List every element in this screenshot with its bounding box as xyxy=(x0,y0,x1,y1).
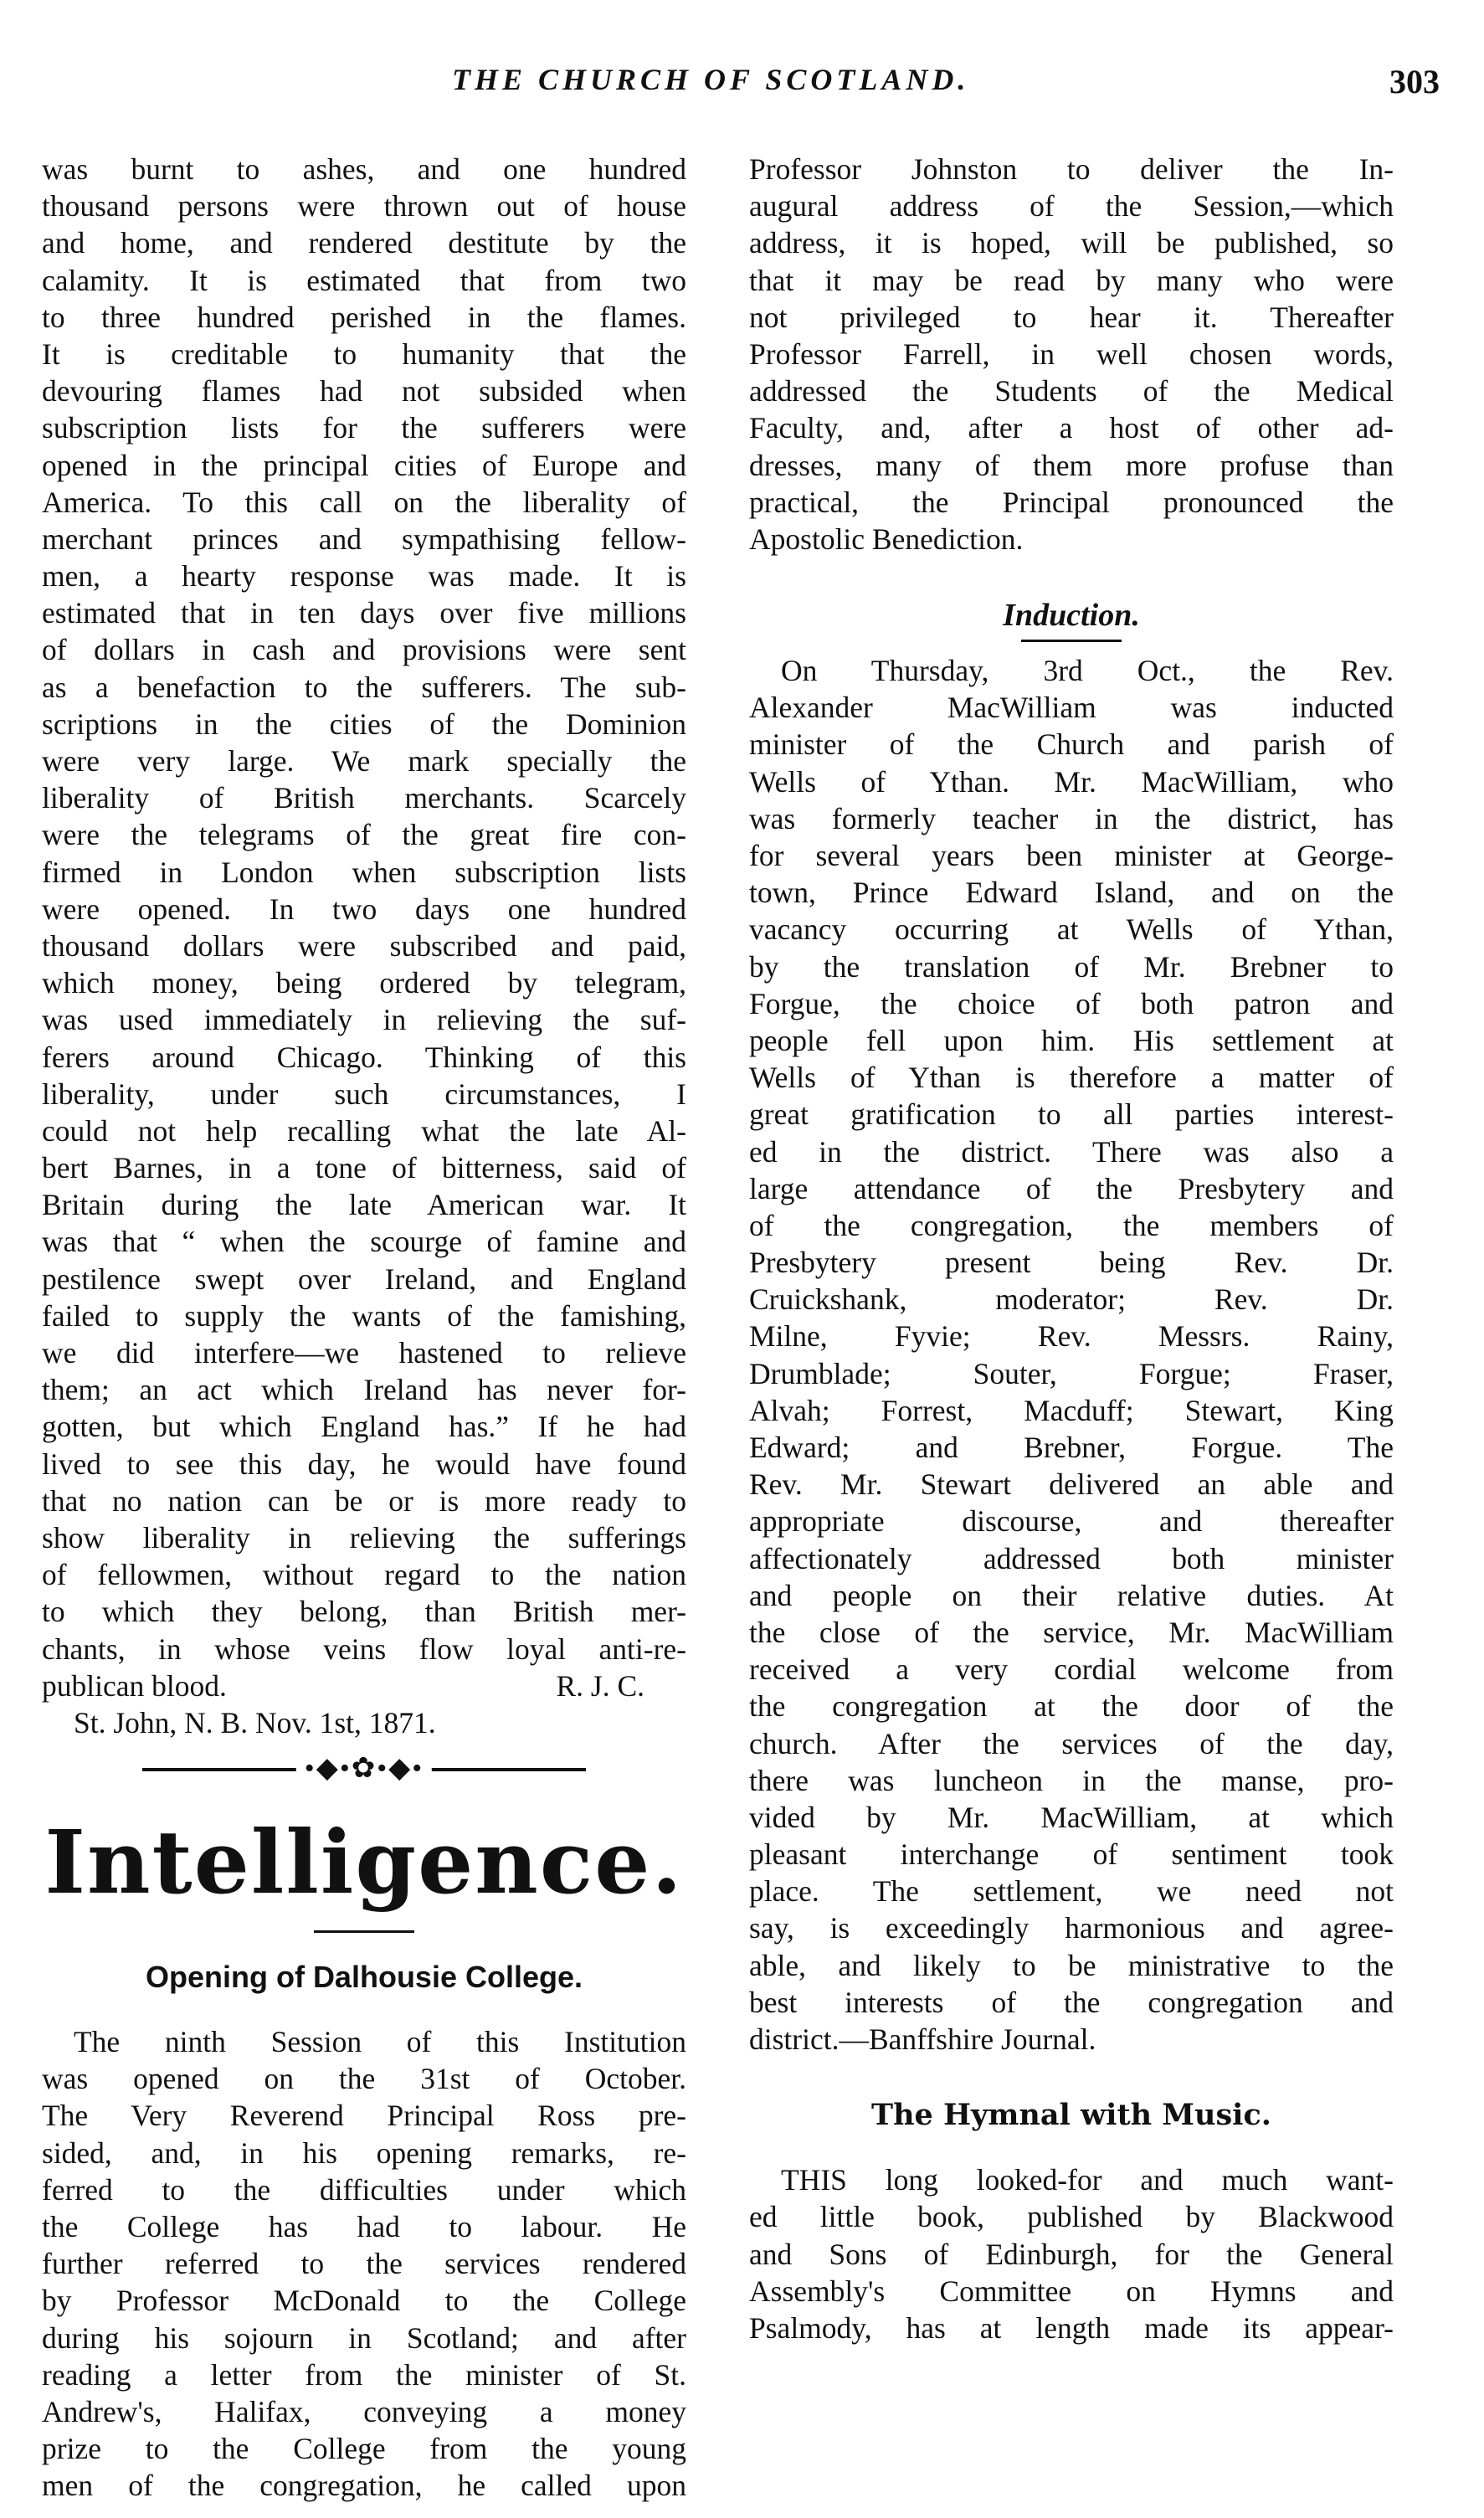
text-line: place. The settlement, we need not xyxy=(749,1874,1394,1909)
ornamental-divider xyxy=(42,1741,686,1800)
text-line: Rev. Mr. Stewart delivered an able and xyxy=(749,1467,1394,1502)
text-line: pestilence swept over Ireland, and England xyxy=(42,1262,686,1296)
text-line: by the translation of Mr. Brebner to xyxy=(749,949,1394,984)
text-line: address, it is hoped, will be published, so xyxy=(749,226,1394,260)
text-line: Professor Farrell, in well chosen words, xyxy=(749,337,1394,371)
text-line: prize to the College from the young xyxy=(42,2432,686,2466)
text-line: Alexander MacWilliam was inducted xyxy=(749,691,1394,725)
text-line: show liberality in relieving the sufferings xyxy=(42,1520,686,1554)
text-line: men, a hearty response was made. It is xyxy=(42,559,686,594)
text-line: that it may be read by many who were xyxy=(749,263,1394,297)
text-line: vacancy occurring at Wells of Ythan, xyxy=(749,912,1394,947)
text-line: Assembly's Committee on Hymns and xyxy=(749,2274,1394,2308)
text-line: It is creditable to humanity that the xyxy=(42,337,686,371)
text-line: augural address of the Session,—which xyxy=(749,189,1394,224)
text-line: Wells of Ythan. Mr. MacWilliam, who xyxy=(749,764,1394,799)
text-line: liberality, under such circumstances, I xyxy=(42,1077,686,1111)
article-body-induction xyxy=(749,652,1394,2058)
text-line: Cruickshank, moderator; Rev. Dr. xyxy=(749,1282,1394,1317)
text-line: dresses, many of them more profuse than xyxy=(749,448,1394,482)
text-line: sided, and, in his opening remarks, re- xyxy=(42,2135,686,2170)
text-line: and people on their relative duties. At xyxy=(749,1578,1394,1612)
text-line: ferred to the difficulties under which xyxy=(42,2172,686,2207)
text-line: ed little book, published by Blackwood xyxy=(749,2200,1394,2234)
text-line: On Thursday, 3rd Oct., the Rev. xyxy=(781,654,1394,688)
text-line: district.—Banffshire Journal. xyxy=(749,2022,1096,2056)
running-title: THE CHURCH OF SCOTLAND. xyxy=(452,63,970,96)
right-column xyxy=(749,151,1394,2346)
text-line: Andrew's, Halifax, conveying a money xyxy=(42,2394,686,2428)
article-body-dalhousie-cont xyxy=(749,151,1394,558)
text-line: by Professor McDonald to the College xyxy=(42,2284,686,2318)
text-line: Forgue, the choice of both patron and xyxy=(749,986,1394,1020)
text-line: appropriate discourse, and thereafter xyxy=(749,1504,1394,1539)
text-line: say, is exceedingly harmonious and agree- xyxy=(749,1911,1394,1945)
text-line: to which they belong, than British mer- xyxy=(42,1595,686,1629)
text-line: Milne, Fyvie; Rev. Messrs. Rainy, xyxy=(749,1319,1394,1354)
text-line: bert Barnes, in a tone of bitterness, said of xyxy=(42,1151,686,1185)
text-line: that no nation can be or is more ready to xyxy=(42,1483,686,1518)
text-line: were opened. In two days one hundred xyxy=(42,892,686,926)
text-line: affectionately addressed both minister xyxy=(749,1541,1394,1575)
text-line: was burnt to ashes, and one hundred xyxy=(42,152,686,186)
section-title-rule xyxy=(314,1930,414,1933)
text-line: received a very cordial welcome from xyxy=(749,1652,1394,1687)
text-line: we did interfere—we hastened to relieve xyxy=(42,1336,686,1369)
text-line: were the telegrams of the great fire con- xyxy=(42,818,686,852)
text-line: estimated that in ten days over five millions xyxy=(42,596,686,630)
text-line: Psalmody, has at length made its appear- xyxy=(749,2310,1394,2345)
text-line: there was luncheon in the manse, pro- xyxy=(749,1763,1394,1797)
text-line: were very large. We mark specially the xyxy=(42,744,686,778)
text-line: large attendance of the Presbytery and xyxy=(749,1171,1394,1205)
text-line: church. After the services of the day, xyxy=(749,1726,1394,1760)
left-column xyxy=(42,151,686,2505)
text-line: Professor Johnston to deliver the In- xyxy=(749,152,1394,186)
text-line: during his sojourn in Scotland; and after xyxy=(42,2320,686,2355)
text-line: as a benefaction to the sufferers. The sub- xyxy=(42,670,686,704)
letter-last-line: publican blood. xyxy=(42,1668,227,1703)
text-line: devouring flames had not subsided when xyxy=(42,374,686,409)
text-line: thousand persons were thrown out of house xyxy=(42,189,686,224)
text-line: them; an act which Ireland has never for- xyxy=(42,1373,686,1407)
text-line: Alvah; Forrest, Macduff; Stewart, King xyxy=(749,1393,1394,1427)
text-line: subscription lists for the sufferers were xyxy=(42,411,686,445)
text-line: was that “ when the scourge of famine and xyxy=(42,1225,686,1259)
text-line: great gratification to all parties interest- xyxy=(749,1097,1394,1132)
text-line: vided by Mr. MacWilliam, at which xyxy=(749,1800,1394,1834)
text-line: was used immediately in relieving the suf- xyxy=(42,1003,686,1037)
text-line: town, Prince Edward Island, and on the xyxy=(749,876,1394,910)
text-line: minister of the Church and parish of xyxy=(749,727,1394,762)
text-line: merchant princes and sympathising fellow- xyxy=(42,522,686,556)
text-line: Wells of Ythan is therefore a matter of xyxy=(749,1061,1394,1095)
text-line: people fell upon him. His settlement at xyxy=(749,1023,1394,1057)
text-line: the close of the service, Mr. MacWilliam xyxy=(749,1615,1394,1649)
text-line: scriptions in the cities of the Dominion xyxy=(42,707,686,741)
text-line: not privileged to hear it. Thereafter xyxy=(749,300,1394,334)
text-line: and home, and rendered destitute by the xyxy=(42,226,686,260)
text-line: firmed in London when subscription lists xyxy=(42,855,686,889)
text-line: Britain during the late American war. It xyxy=(42,1188,686,1222)
text-line: gotten, but which England has.” If he had xyxy=(42,1410,686,1444)
text-line: ferers around Chicago. Thinking of this xyxy=(42,1040,686,1074)
text-line: and Sons of Edinburgh, for the General xyxy=(749,2237,1394,2271)
text-line: failed to supply the wants of the famishing, xyxy=(42,1298,686,1333)
text-line: to three hundred perished in the flames. xyxy=(42,300,686,334)
article-heading-induction: Induction. xyxy=(1003,598,1140,634)
text-line: Faculty, and, after a host of other ad- xyxy=(749,411,1394,445)
text-line: further referred to the services rendered xyxy=(42,2247,686,2281)
page-header xyxy=(50,62,1440,121)
letter-place-date: St. John, N. B. Nov. 1st, 1871. xyxy=(74,1705,436,1739)
article-body-hymnal xyxy=(749,2161,1394,2346)
text-line: thousand dollars were subscribed and paid, xyxy=(42,928,686,963)
text-line: which money, being ordered by telegram, xyxy=(42,966,686,1000)
text-line: of the congregation, the members of xyxy=(749,1208,1394,1242)
text-line: THIS long looked-for and much want- xyxy=(781,2163,1394,2197)
letter-signature: R. J. C. xyxy=(556,1668,644,1703)
text-line: Apostolic Benediction. xyxy=(749,522,1024,556)
text-line: could not help recalling what the late Al- xyxy=(42,1113,686,1148)
letter-last-line-row xyxy=(42,1668,686,1704)
text-line: Presbytery present being Rev. Dr. xyxy=(749,1246,1394,1280)
text-line: lived to see this day, he would have found xyxy=(42,1447,686,1481)
text-line: Drumblade; Souter, Forgue; Fraser, xyxy=(749,1356,1394,1390)
text-line: liberality of British merchants. Scarcely xyxy=(42,781,686,815)
text-line: practical, the Principal pronounced the xyxy=(749,485,1394,519)
text-line: for several years been minister at George- xyxy=(749,839,1394,872)
text-line: The ninth Session of this Institution xyxy=(74,2025,686,2059)
text-line: was opened on the 31st of October. xyxy=(42,2062,686,2096)
text-line: of fellowmen, without regard to the nation xyxy=(42,1558,686,1592)
text-line: chants, in whose veins flow loyal anti-re- xyxy=(42,1632,686,1666)
page-number: 303 xyxy=(1389,63,1440,100)
text-line: the congregation at the door of the xyxy=(749,1689,1394,1724)
article-heading-hymnal: The Hymnal with Music. xyxy=(871,2098,1271,2133)
text-line: Edward; and Brebner, Forgue. The xyxy=(749,1431,1394,1464)
text-line: addressed the Students of the Medical xyxy=(749,374,1394,409)
text-line: of dollars in cash and provisions were sent xyxy=(42,633,686,667)
article-body-dalhousie xyxy=(42,2023,686,2504)
letter-body xyxy=(42,151,686,1668)
text-line: able, and likely to be ministrative to the xyxy=(749,1948,1394,1982)
text-line: best interests of the congregation and xyxy=(749,1985,1394,2019)
text-line: was formerly teacher in the district, has xyxy=(749,801,1394,835)
article-heading-dalhousie: Opening of Dalhousie College. xyxy=(145,1960,583,1995)
heading-rule xyxy=(1021,640,1122,642)
text-line: ed in the district. There was also a xyxy=(749,1134,1394,1169)
text-line: The Very Reverend Principal Ross pre- xyxy=(42,2099,686,2133)
section-title: Intelligence. xyxy=(44,1811,684,1914)
text-line: opened in the principal cities of Europe and xyxy=(42,448,686,482)
text-line: men of the congregation, he called upon xyxy=(42,2469,686,2503)
text-line: the College has had to labour. He xyxy=(42,2210,686,2243)
text-line: pleasant interchange of sentiment took xyxy=(749,1837,1394,1872)
text-line: calamity. It is estimated that from two xyxy=(42,263,686,297)
divider-ornament: •◆•✿•◆• xyxy=(296,1751,432,1785)
text-line: America. To this call on the liberality of xyxy=(42,485,686,519)
text-line: reading a letter from the minister of St. xyxy=(42,2357,686,2392)
